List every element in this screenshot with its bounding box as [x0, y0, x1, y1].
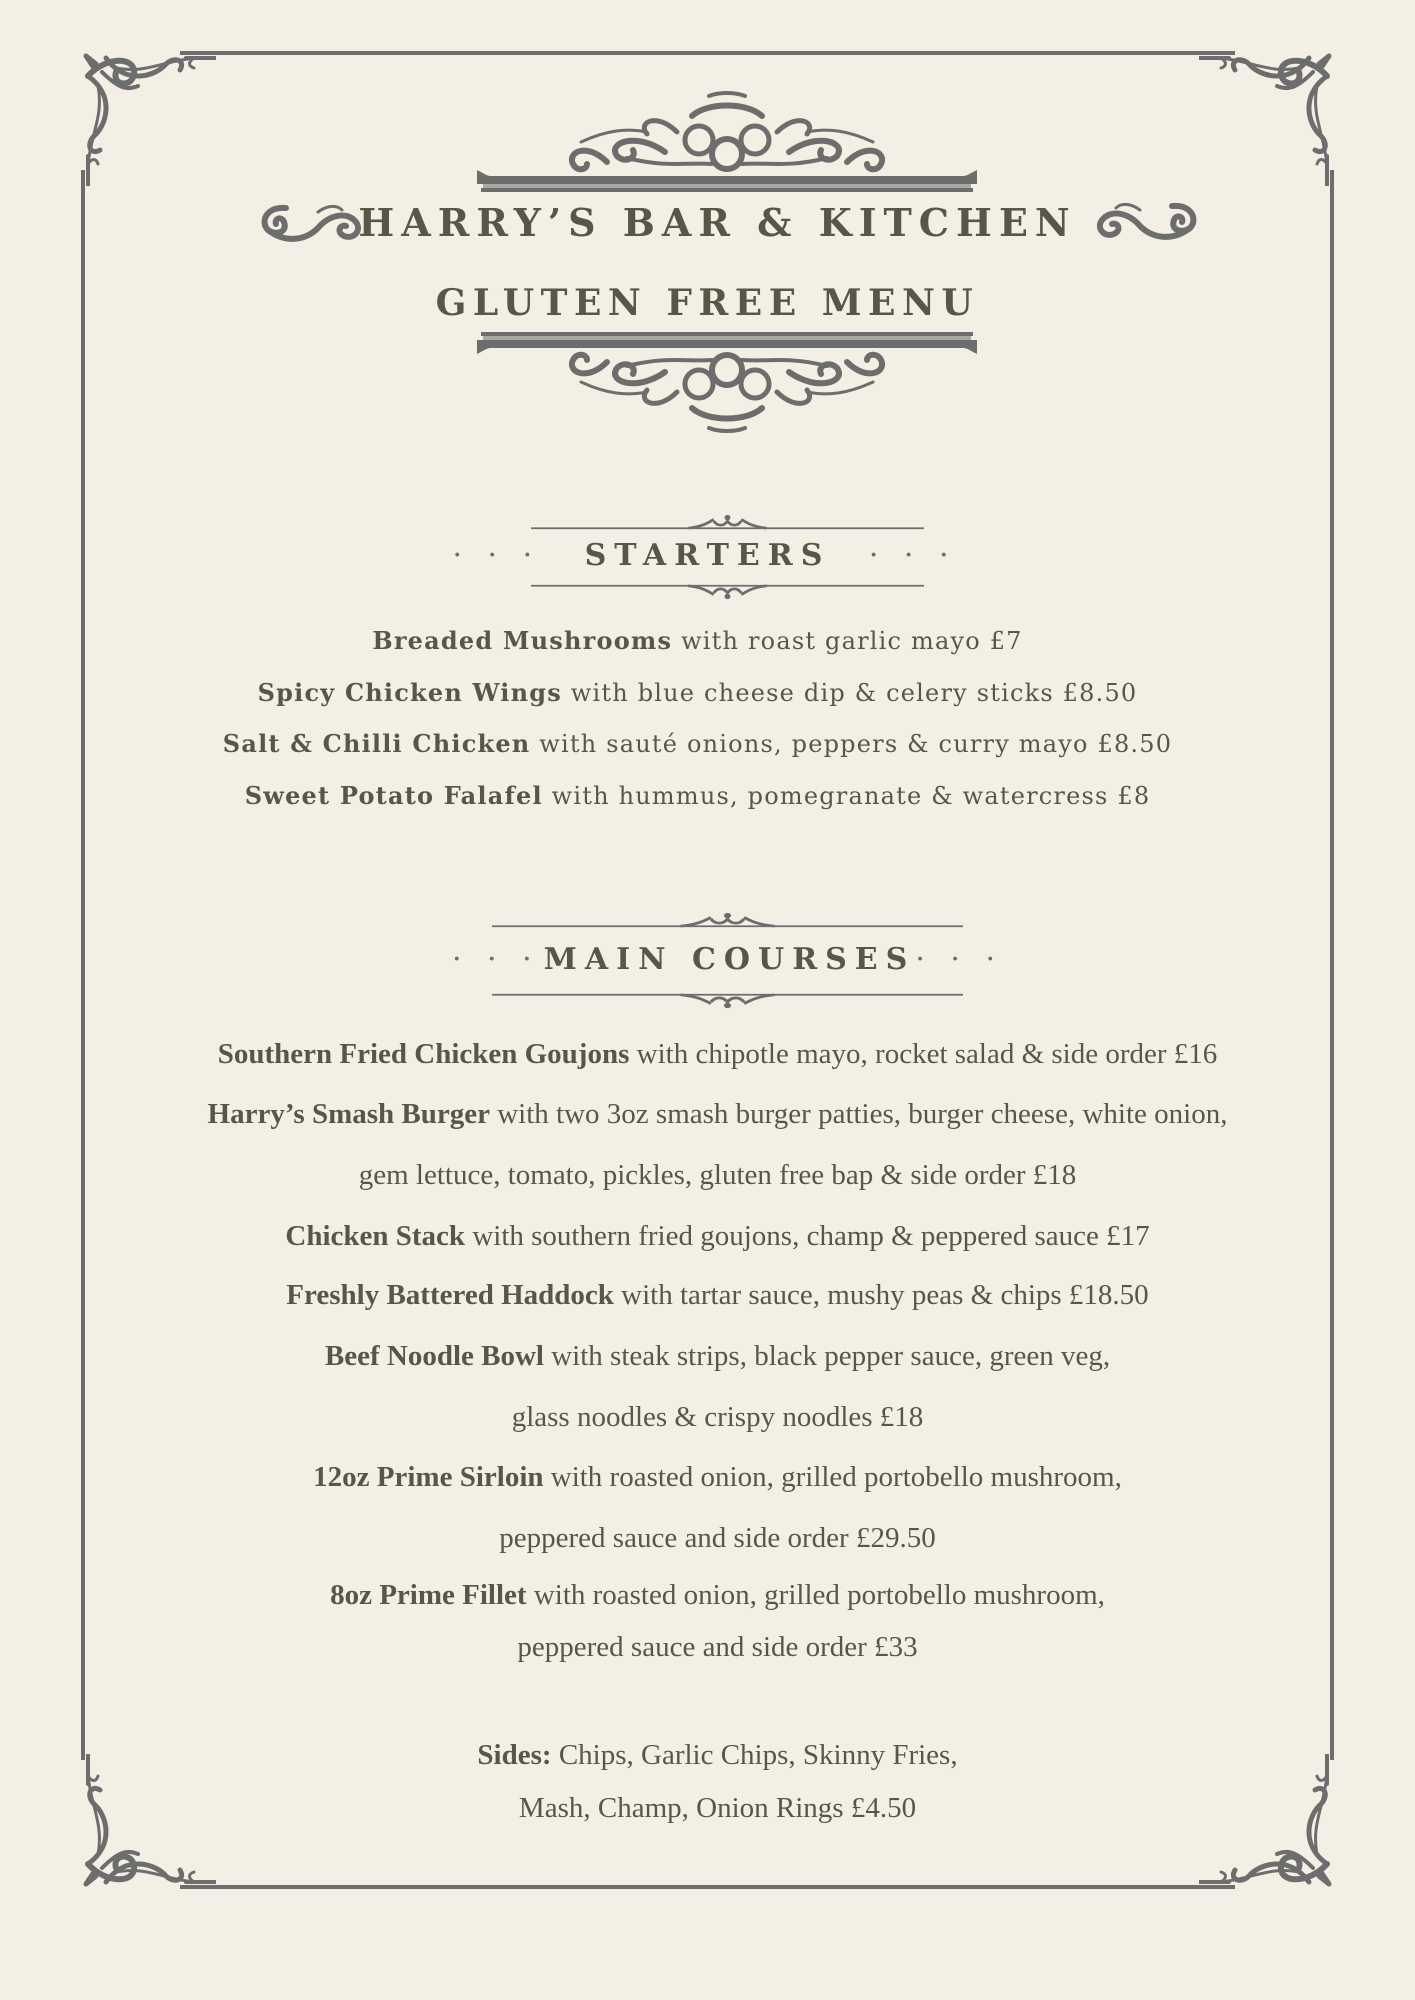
scroll-crown-ornament-icon: [477, 88, 977, 196]
menu-title: GLUTEN FREE MENU: [435, 282, 980, 324]
menu-item-continued: peppered sauce and side order £33: [517, 1631, 918, 1663]
menu-item: [0, 729, 1405, 758]
item-description: with sauté onions, peppers & curry mayo £8.50: [530, 730, 1173, 758]
border-bottom: [180, 1885, 1235, 1889]
section-heading-main-courses: [20, 942, 1415, 977]
border-top: [180, 51, 1235, 55]
item-description: with chipotle mayo, rocket salad & side order £16: [629, 1038, 1218, 1070]
menu-item-continued: glass noodles & crispy noodles £18: [511, 1401, 924, 1433]
item-name: Spicy Chicken Wings: [257, 678, 562, 707]
section-divider-bottom: [492, 993, 963, 1009]
section-divider-top: [531, 514, 924, 530]
item-description: with roasted onion, grilled portobello mushroom,: [543, 1461, 1122, 1493]
item-name: Breaded Mushrooms: [372, 626, 673, 655]
menu-item: [10, 1279, 1415, 1312]
menu-item-continued: gem lettuce, tomato, pickles, gluten free bap & side order £18: [358, 1159, 1077, 1191]
item-name: Freshly Battered Haddock: [286, 1279, 614, 1311]
menu-item: [0, 678, 1405, 707]
item-description: with tartar sauce, mushy peas & chips £18.50: [613, 1279, 1149, 1311]
menu-item: [0, 626, 1405, 655]
item-name: Sweet Potato Falafel: [244, 781, 543, 810]
dots-right: · · ·: [868, 538, 957, 573]
menu-item: [10, 1038, 1415, 1071]
sides-list: Chips, Garlic Chips, Skinny Fries,: [551, 1739, 958, 1771]
item-name: Harry’s Smash Burger: [207, 1098, 490, 1130]
menu-item: [10, 1461, 1415, 1494]
dots-left: · · ·: [452, 538, 541, 573]
menu-item: [10, 1220, 1415, 1253]
section-heading-starters: [0, 538, 1412, 573]
sides-label: Sides:: [477, 1739, 552, 1771]
menu-item: [10, 1340, 1415, 1373]
item-description: with two 3oz smash burger patties, burger cheese, white onion,: [489, 1098, 1228, 1130]
item-description: with blue cheese dip & celery sticks £8.50: [561, 679, 1138, 707]
filigree-corner-icon: [1199, 46, 1339, 186]
menu-item: [0, 781, 1405, 810]
mains-heading-text: MAIN COURSES: [543, 942, 916, 977]
sides-line-continued: Mash, Champ, Onion Rings £4.50: [518, 1792, 917, 1824]
filigree-corner-icon: [76, 46, 216, 186]
section-divider-bottom: [531, 584, 924, 600]
item-description: with hummus, pomegranate & watercress £8: [542, 782, 1151, 810]
item-description: with roasted onion, grilled portobello mushroom,: [526, 1579, 1105, 1611]
item-name: 12oz Prime Sirloin: [313, 1461, 544, 1493]
scroll-crown-ornament-inverted-icon: [477, 328, 977, 436]
item-description: with roast garlic mayo £7: [672, 627, 1023, 655]
menu-item-continued: peppered sauce and side order £29.50: [499, 1522, 936, 1554]
restaurant-name: HARRY’S BAR & KITCHEN: [358, 200, 1077, 245]
item-name: 8oz Prime Fillet: [330, 1579, 527, 1611]
item-description: with southern fried goujons, champ & peppered sauce £17: [465, 1220, 1150, 1252]
dots-left: · · ·: [451, 942, 540, 977]
item-name: Southern Fried Chicken Goujons: [217, 1038, 630, 1070]
item-name: Salt & Chilli Chicken: [222, 729, 531, 758]
dots-right: · · ·: [915, 942, 1004, 977]
item-description: with steak strips, black pepper sauce, green veg,: [543, 1340, 1111, 1372]
menu-item: [10, 1098, 1415, 1131]
starters-heading-text: STARTERS: [584, 538, 831, 573]
item-name: Chicken Stack: [285, 1220, 466, 1252]
menu-item: [10, 1579, 1415, 1612]
section-divider-top: [492, 912, 963, 928]
sides-line: [10, 1739, 1415, 1772]
item-name: Beef Noodle Bowl: [324, 1340, 544, 1372]
